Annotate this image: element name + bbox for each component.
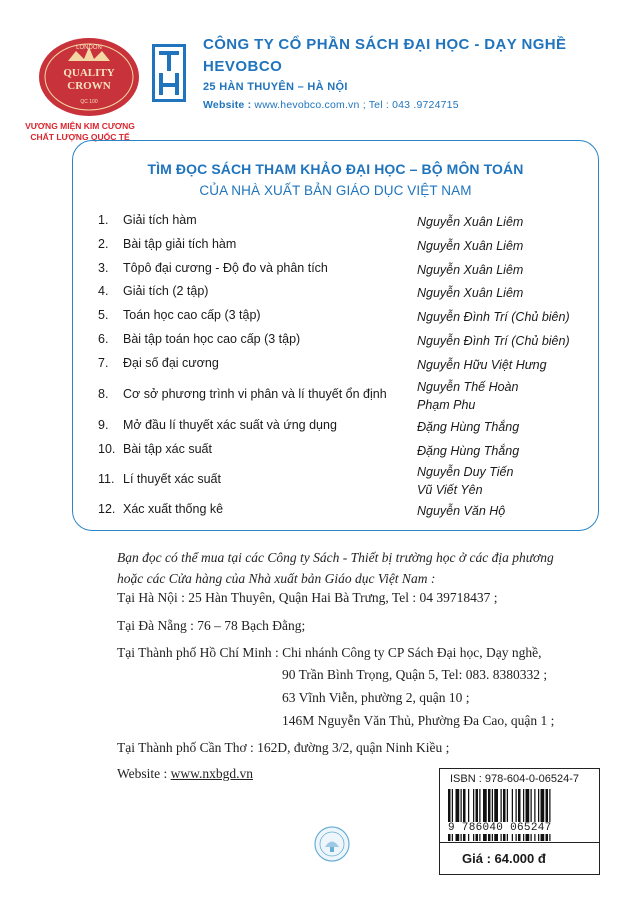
store-danang-label: Tại Đà Nẵng : [117,618,194,633]
book-number: 3. [98,261,109,275]
book-number: 7. [98,356,109,370]
book-author-2: Vũ Viết Yên [417,483,483,497]
publisher-seal-icon [314,826,350,862]
store-cantho-label: Tại Thành phố Cần Thơ : [117,740,254,755]
store-cantho [117,740,449,756]
store-website-label: Website : [117,766,168,781]
crown-bottom-text: QC 100 [80,99,98,105]
store-danang-address: 76 – 78 Bạch Đằng; [197,618,306,633]
crown-top-text: LONDON [76,45,102,51]
publisher-tel: ; Tel : 043 .9724715 [362,99,459,111]
price-label: Giá : 64.000 đ [440,842,599,875]
publisher-header [203,36,566,111]
publisher-website: www.hevobco.com.vn [254,99,360,111]
book-author: Đặng Hùng Thắng [417,444,520,458]
book-title: Giải tích (2 tập) [123,284,209,298]
isbn-digits: 9 786040 065247 [448,822,593,834]
store-website-link[interactable]: www.nxbgd.vn [170,766,254,781]
book-number: 9. [98,418,109,432]
store-hcm-line-2: 90 Trần Bình Trọng, Quận 5, Tel: 083. 8380332 ; [282,667,548,682]
book-list-box [72,140,599,531]
quality-crown-logo [38,37,140,117]
book-list-subtitle: CỦA NHÀ XUẤT BẢN GIÁO DỤC VIỆT NAM [199,183,472,198]
store-hcm-line-4: 146M Nguyễn Văn Thủ, Phường Đa Cao, quận 1 ; [282,713,555,728]
publisher-contact [203,99,566,111]
book-title: Cơ sở phương trình vi phân và lí thuyết ổn định [123,387,387,401]
crown-caption-line-1: VƯƠNG MIỆN KIM CƯƠNG [25,121,135,131]
book-author: Nguyễn Xuân Liêm [417,215,524,229]
book-author: Nguyễn Xuân Liêm [417,263,524,277]
book-author-2: Phạm Phu [417,398,476,412]
store-hcm-line-1: Chi nhánh Công ty CP Sách Đại học, Dạy nghề, [282,645,542,660]
publisher-address: 25 HÀN THUYÊN – HÀ NỘI [203,81,348,93]
book-number: 2. [98,237,109,251]
book-title: Giải tích hàm [123,213,197,227]
book-author: Nguyễn Xuân Liêm [417,239,524,253]
crown-text-quality: QUALITY [63,67,115,79]
book-author [417,463,513,499]
book-number: 8. [98,387,109,401]
book-author: Đặng Hùng Thắng [417,420,520,434]
stores-intro [117,547,607,589]
book-number: 5. [98,308,109,322]
book-author: Nguyễn Đình Trí (Chủ biên) [417,334,570,348]
stores-intro-line-2: hoặc các Cửa hàng của Nhà xuất bản Giáo dục Việt Nam : [117,571,436,586]
book-title: Lí thuyết xác suất [123,472,221,486]
store-hanoi-address: 25 Hàn Thuyên, Quận Hai Bà Trưng, Tel : 04 39718437 ; [188,590,498,605]
store-cantho-address: 162D, đường 3/2, quận Ninh Kiều ; [257,740,450,755]
store-website [117,766,253,782]
store-hanoi-label: Tại Hà Nội : [117,590,185,605]
book-author-1: Nguyễn Duy Tiến [417,465,514,479]
book-title: Xác xuất thống kê [123,502,224,516]
book-number: 1. [98,213,109,227]
book-author: Nguyễn Văn Hộ [417,504,506,518]
store-hcm [117,645,541,661]
book-number: 4. [98,284,109,298]
book-title: Đại số đại cương [123,356,219,370]
book-list-title: TÌM ĐỌC SÁCH THAM KHẢO ĐẠI HỌC – BỘ MÔN TOÁN [147,161,524,177]
store-hanoi [117,590,497,606]
hevobco-logo-icon [151,43,187,103]
book-author: Nguyễn Xuân Liêm [417,286,524,300]
book-number: 6. [98,332,109,346]
book-author-1: Nguyễn Thế Hoàn [417,380,519,394]
crown-text-crown: CROWN [67,80,111,92]
book-number: 11. [98,472,115,486]
store-hcm-line-3: 63 Vĩnh Viễn, phường 2, quận 10 ; [282,690,470,705]
book-author [417,378,518,414]
book-number: 10. [98,442,116,456]
book-author: Nguyễn Hữu Việt Hưng [417,358,547,372]
book-title: Mở đầu lí thuyết xác suất và ứng dụng [123,418,337,432]
publisher-brand: HEVOBCO [203,58,283,75]
store-hcm-label: Tại Thành phố Hồ Chí Minh : [117,645,279,660]
stores-intro-line-1: Bạn đọc có thể mua tại các Công ty Sách - Thiết bị trường học ở các địa phương [117,550,554,565]
book-title: Bài tập giải tích hàm [123,237,237,251]
book-number: 12. [98,502,116,516]
book-title: Toán học cao cấp (3 tập) [123,308,261,322]
book-title: Bài tập toán học cao cấp (3 tập) [123,332,301,346]
book-title: Bài tập xác suất [123,442,212,456]
crown-caption-line-2: CHẤT LƯỢNG QUỐC TẾ [30,132,130,142]
store-danang [117,618,305,634]
book-author: Nguyễn Đình Trí (Chủ biên) [417,310,570,324]
book-title: Tôpô đại cương - Độ đo và phân tích [123,261,328,275]
isbn-label: ISBN : 978-604-0-06524-7 [450,773,580,785]
isbn-box [439,768,600,875]
publisher-website-label: Website : [203,99,252,111]
publisher-name: CÔNG TY CỔ PHẦN SÁCH ĐẠI HỌC - DẠY NGHỀ [203,36,567,53]
